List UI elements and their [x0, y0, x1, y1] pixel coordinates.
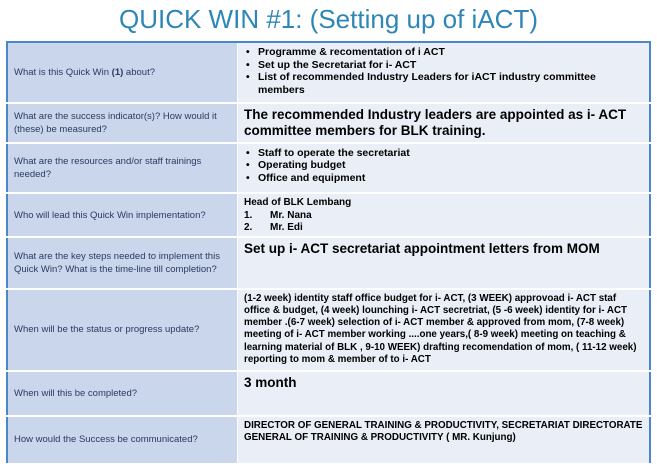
bullet-item: • Staff to operate the secretariat [258, 147, 643, 160]
question-text: What is this Quick Win [14, 67, 112, 79]
list-item [244, 222, 643, 234]
table-row [7, 416, 650, 464]
answer-bullet-list [244, 147, 643, 185]
question-cell: Who will lead this Quick Win implementation? [7, 193, 238, 237]
list-number: 2. [244, 221, 253, 233]
table-row [7, 103, 650, 142]
answer-cell: (1-2 week) identity staff office budget for i- ACT, (3 WEEK) approvoad i- ACT staf office & budget, (4 week) lounching i- ACT secretriat, (5 -6 week) identity for i- ACT member .(6-7 week) selection of i- ACT member & approved from mom, (7-8 week) meeting of i- ACT member working ....one years,( 8-9 week) meeting on teaching & learning material of BLK , 9-10 WEEK) drafting recomendation of mom, ( 11-12 week) reporting to mom & member of to i- ACT [238, 289, 651, 372]
lead-name: Mr. Nana [270, 209, 312, 221]
table-row [7, 371, 650, 415]
lead-name-list [244, 210, 643, 234]
answer-cell: DIRECTOR OF GENERAL TRAINING & PRODUCTIVITY, SECRETARIAT DIRECTORATE GENERAL OF TRAINING & PRODUCTIVITY ( MR. Kunjung) [238, 416, 651, 464]
question-number: (1) [111, 67, 124, 79]
list-item [244, 210, 643, 222]
bullet-item: • Operating budget [258, 159, 643, 172]
question-cell: What are the key steps needed to implement this Quick Win? What is the time-line till completion? [7, 237, 238, 288]
answer-cell [238, 193, 651, 237]
table-row [7, 42, 650, 103]
answer-cell [238, 42, 651, 103]
bullet-item: • Programme & recomentation of i ACT [258, 46, 643, 59]
quick-win-table [6, 41, 651, 465]
bullet-item: • Set up the Secretariat for i- ACT [258, 59, 643, 72]
table-row [7, 143, 650, 193]
answer-cell: Set up i- ACT secretariat appointment letters from MOM [238, 237, 651, 288]
question-cell: What are the success indicator(s)? How would it (these) be measured? [7, 103, 238, 142]
answer-cell: The recommended Industry leaders are appointed as i- ACT committee members for BLK training. [238, 103, 651, 142]
bullet-item: • List of recommended Industry Leaders for iACT industry committee members [258, 71, 643, 96]
table-row [7, 193, 650, 237]
question-text: about? [123, 67, 155, 79]
question-cell: When will this be completed? [7, 371, 238, 415]
answer-bullet-list [244, 46, 643, 96]
table-row [7, 289, 650, 372]
question-cell [7, 42, 238, 103]
lead-name: Mr. Edi [270, 221, 303, 233]
lead-heading: Head of BLK Lembang [244, 197, 352, 209]
table-row [7, 237, 650, 288]
answer-cell: 3 month [238, 371, 651, 415]
question-cell: How would the Success be communicated? [7, 416, 238, 464]
question-cell: What are the resources and/or staff trainings needed? [7, 143, 238, 193]
answer-cell [238, 143, 651, 193]
question-cell: When will be the status or progress update? [7, 289, 238, 372]
list-number: 1. [244, 209, 253, 221]
page-title: QUICK WIN #1: (Setting up of iACT) [118, 4, 538, 34]
bullet-item: • Office and equipment [258, 172, 643, 185]
